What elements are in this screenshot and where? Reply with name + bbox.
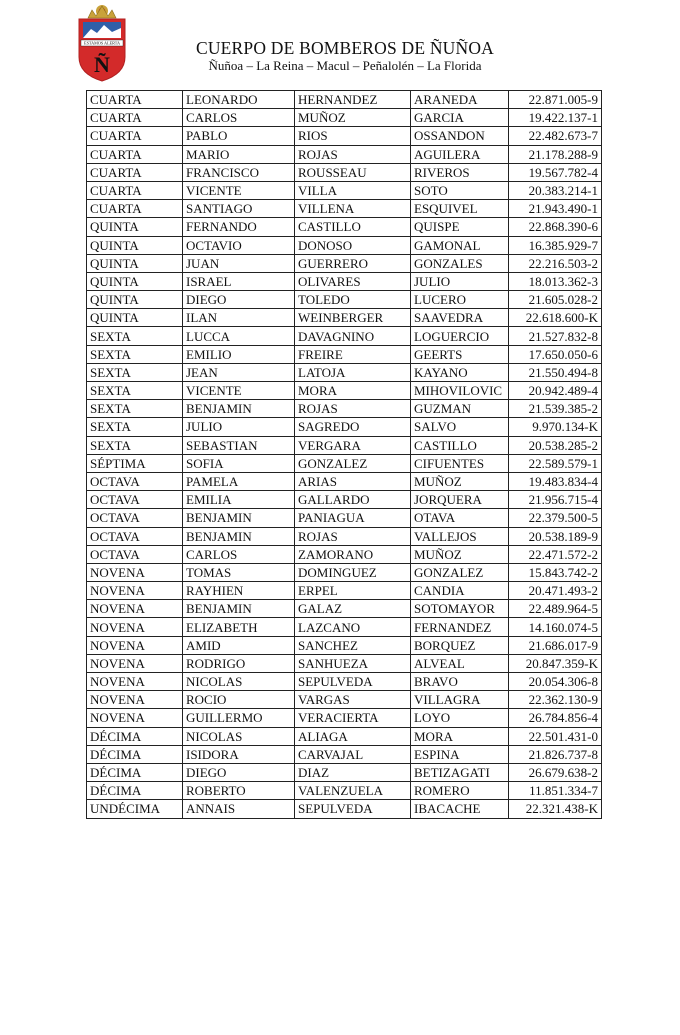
rut-cell: 19.483.834-4 xyxy=(509,472,602,490)
table-row xyxy=(87,436,602,454)
company-cell: OCTAVA xyxy=(87,527,183,545)
maternal-surname-cell: QUISPE xyxy=(411,218,509,236)
paternal-surname-cell: FREIRE xyxy=(295,345,411,363)
first-name-cell: ANNAIS xyxy=(183,800,295,818)
table-row xyxy=(87,545,602,563)
first-name-cell: SANTIAGO xyxy=(183,200,295,218)
maternal-surname-cell: ALVEAL xyxy=(411,654,509,672)
first-name-cell: FRANCISCO xyxy=(183,163,295,181)
table-row xyxy=(87,454,602,472)
company-cell: CUARTA xyxy=(87,200,183,218)
maternal-surname-cell: MORA xyxy=(411,727,509,745)
crest-motto: ESTAMOS ALERTA xyxy=(84,40,120,46)
table-row xyxy=(87,491,602,509)
paternal-surname-cell: GALAZ xyxy=(295,600,411,618)
paternal-surname-cell: MUÑOZ xyxy=(295,109,411,127)
paternal-surname-cell: SANHUEZA xyxy=(295,654,411,672)
paternal-surname-cell: DONOSO xyxy=(295,236,411,254)
first-name-cell: JUAN xyxy=(183,254,295,272)
table-row xyxy=(87,636,602,654)
paternal-surname-cell: CARVAJAL xyxy=(295,745,411,763)
paternal-surname-cell: TOLEDO xyxy=(295,291,411,309)
rut-cell: 22.871.005-9 xyxy=(509,91,602,109)
table-row xyxy=(87,181,602,199)
paternal-surname-cell: OLIVARES xyxy=(295,272,411,290)
paternal-surname-cell: WEINBERGER xyxy=(295,309,411,327)
table-row xyxy=(87,145,602,163)
maternal-surname-cell: JULIO xyxy=(411,272,509,290)
maternal-surname-cell: GONZALES xyxy=(411,254,509,272)
maternal-surname-cell: RIVEROS xyxy=(411,163,509,181)
first-name-cell: AMID xyxy=(183,636,295,654)
rut-cell: 22.589.579-1 xyxy=(509,454,602,472)
company-cell: OCTAVA xyxy=(87,472,183,490)
company-cell: CUARTA xyxy=(87,145,183,163)
first-name-cell: PAMELA xyxy=(183,472,295,490)
table-row xyxy=(87,400,602,418)
company-cell: NOVENA xyxy=(87,582,183,600)
company-cell: QUINTA xyxy=(87,218,183,236)
company-cell: DÉCIMA xyxy=(87,763,183,781)
table-row xyxy=(87,582,602,600)
table-row xyxy=(87,327,602,345)
paternal-surname-cell: VILLA xyxy=(295,181,411,199)
first-name-cell: SOFIA xyxy=(183,454,295,472)
first-name-cell: EMILIO xyxy=(183,345,295,363)
first-name-cell: LEONARDO xyxy=(183,91,295,109)
maternal-surname-cell: GAMONAL xyxy=(411,236,509,254)
rut-cell: 21.550.494-8 xyxy=(509,363,602,381)
maternal-surname-cell: SOTO xyxy=(411,181,509,199)
rut-cell: 21.686.017-9 xyxy=(509,636,602,654)
first-name-cell: OCTAVIO xyxy=(183,236,295,254)
first-name-cell: EMILIA xyxy=(183,491,295,509)
paternal-surname-cell: CASTILLO xyxy=(295,218,411,236)
rut-cell: 21.605.028-2 xyxy=(509,291,602,309)
maternal-surname-cell: GUZMAN xyxy=(411,400,509,418)
company-cell: QUINTA xyxy=(87,291,183,309)
rut-cell: 21.178.288-9 xyxy=(509,145,602,163)
table-row xyxy=(87,163,602,181)
paternal-surname-cell: DOMINGUEZ xyxy=(295,563,411,581)
maternal-surname-cell: ESPINA xyxy=(411,745,509,763)
company-cell: UNDÉCIMA xyxy=(87,800,183,818)
rut-cell: 22.321.438-K xyxy=(509,800,602,818)
paternal-surname-cell: LAZCANO xyxy=(295,618,411,636)
paternal-surname-cell: SEPULVEDA xyxy=(295,800,411,818)
maternal-surname-cell: LOYO xyxy=(411,709,509,727)
table-row xyxy=(87,472,602,490)
maternal-surname-cell: KAYANO xyxy=(411,363,509,381)
company-cell: DÉCIMA xyxy=(87,727,183,745)
paternal-surname-cell: PANIAGUA xyxy=(295,509,411,527)
paternal-surname-cell: ROUSSEAU xyxy=(295,163,411,181)
maternal-surname-cell: VILLAGRA xyxy=(411,691,509,709)
maternal-surname-cell: AGUILERA xyxy=(411,145,509,163)
rut-cell: 19.567.782-4 xyxy=(509,163,602,181)
company-cell: QUINTA xyxy=(87,236,183,254)
table-row xyxy=(87,91,602,109)
maternal-surname-cell: CASTILLO xyxy=(411,436,509,454)
document-title: CUERPO DE BOMBEROS DE ÑUÑOA xyxy=(195,38,495,58)
rut-cell: 20.538.285-2 xyxy=(509,436,602,454)
company-cell: NOVENA xyxy=(87,636,183,654)
rut-cell: 9.970.134-K xyxy=(509,418,602,436)
paternal-surname-cell: MORA xyxy=(295,382,411,400)
paternal-surname-cell: DIAZ xyxy=(295,763,411,781)
company-cell: CUARTA xyxy=(87,91,183,109)
company-cell: NOVENA xyxy=(87,563,183,581)
company-cell: DÉCIMA xyxy=(87,782,183,800)
table-row xyxy=(87,727,602,745)
firefighter-roster-table xyxy=(86,90,602,819)
paternal-surname-cell: VALENZUELA xyxy=(295,782,411,800)
rut-cell: 26.679.638-2 xyxy=(509,763,602,781)
first-name-cell: ISRAEL xyxy=(183,272,295,290)
table-row xyxy=(87,782,602,800)
rut-cell: 22.362.130-9 xyxy=(509,691,602,709)
first-name-cell: RAYHIEN xyxy=(183,582,295,600)
company-cell: SEXTA xyxy=(87,345,183,363)
rut-cell: 20.471.493-2 xyxy=(509,582,602,600)
rut-cell: 18.013.362-3 xyxy=(509,272,602,290)
maternal-surname-cell: MUÑOZ xyxy=(411,545,509,563)
paternal-surname-cell: ZAMORANO xyxy=(295,545,411,563)
maternal-surname-cell: CIFUENTES xyxy=(411,454,509,472)
table-row xyxy=(87,272,602,290)
maternal-surname-cell: ESQUIVEL xyxy=(411,200,509,218)
paternal-surname-cell: HERNANDEZ xyxy=(295,91,411,109)
company-cell: NOVENA xyxy=(87,673,183,691)
rut-cell: 11.851.334-7 xyxy=(509,782,602,800)
maternal-surname-cell: ROMERO xyxy=(411,782,509,800)
table-row xyxy=(87,800,602,818)
table-row xyxy=(87,109,602,127)
rut-cell: 15.843.742-2 xyxy=(509,563,602,581)
table-row xyxy=(87,745,602,763)
paternal-surname-cell: ROJAS xyxy=(295,145,411,163)
paternal-surname-cell: GALLARDO xyxy=(295,491,411,509)
table-row xyxy=(87,291,602,309)
rut-cell: 17.650.050-6 xyxy=(509,345,602,363)
company-cell: SEXTA xyxy=(87,382,183,400)
first-name-cell: JEAN xyxy=(183,363,295,381)
first-name-cell: NICOLAS xyxy=(183,673,295,691)
first-name-cell: BENJAMIN xyxy=(183,509,295,527)
first-name-cell: ELIZABETH xyxy=(183,618,295,636)
rut-cell: 21.826.737-8 xyxy=(509,745,602,763)
company-cell: NOVENA xyxy=(87,600,183,618)
paternal-surname-cell: VERACIERTA xyxy=(295,709,411,727)
rut-cell: 22.501.431-0 xyxy=(509,727,602,745)
paternal-surname-cell: ALIAGA xyxy=(295,727,411,745)
paternal-surname-cell: ERPEL xyxy=(295,582,411,600)
maternal-surname-cell: OTAVA xyxy=(411,509,509,527)
fire-department-crest-logo xyxy=(74,2,130,82)
maternal-surname-cell: JORQUERA xyxy=(411,491,509,509)
company-cell: CUARTA xyxy=(87,109,183,127)
company-cell: OCTAVA xyxy=(87,545,183,563)
first-name-cell: FERNANDO xyxy=(183,218,295,236)
first-name-cell: BENJAMIN xyxy=(183,400,295,418)
rut-cell: 20.538.189-9 xyxy=(509,527,602,545)
paternal-surname-cell: DAVAGNINO xyxy=(295,327,411,345)
maternal-surname-cell: MUÑOZ xyxy=(411,472,509,490)
table-row xyxy=(87,691,602,709)
company-cell: OCTAVA xyxy=(87,491,183,509)
table-row xyxy=(87,509,602,527)
table-row xyxy=(87,200,602,218)
company-cell: NOVENA xyxy=(87,709,183,727)
rut-cell: 21.527.832-8 xyxy=(509,327,602,345)
rut-cell: 26.784.856-4 xyxy=(509,709,602,727)
first-name-cell: BENJAMIN xyxy=(183,600,295,618)
first-name-cell: CARLOS xyxy=(183,109,295,127)
maternal-surname-cell: LOGUERCIO xyxy=(411,327,509,345)
first-name-cell: JULIO xyxy=(183,418,295,436)
maternal-surname-cell: ARANEDA xyxy=(411,91,509,109)
rut-cell: 20.054.306-8 xyxy=(509,673,602,691)
first-name-cell: RODRIGO xyxy=(183,654,295,672)
rut-cell: 22.482.673-7 xyxy=(509,127,602,145)
maternal-surname-cell: GONZALEZ xyxy=(411,563,509,581)
table-row xyxy=(87,673,602,691)
paternal-surname-cell: RIOS xyxy=(295,127,411,145)
paternal-surname-cell: GONZALEZ xyxy=(295,454,411,472)
table-row xyxy=(87,527,602,545)
first-name-cell: CARLOS xyxy=(183,545,295,563)
maternal-surname-cell: MIHOVILOVIC xyxy=(411,382,509,400)
first-name-cell: VICENTE xyxy=(183,382,295,400)
maternal-surname-cell: BETIZAGATI xyxy=(411,763,509,781)
first-name-cell: BENJAMIN xyxy=(183,527,295,545)
first-name-cell: ILAN xyxy=(183,309,295,327)
company-cell: CUARTA xyxy=(87,181,183,199)
rut-cell: 16.385.929-7 xyxy=(509,236,602,254)
first-name-cell: VICENTE xyxy=(183,181,295,199)
maternal-surname-cell: FERNANDEZ xyxy=(411,618,509,636)
first-name-cell: DIEGO xyxy=(183,763,295,781)
table-row xyxy=(87,563,602,581)
crest-crown-icon xyxy=(88,5,116,18)
paternal-surname-cell: SEPULVEDA xyxy=(295,673,411,691)
rut-cell: 22.868.390-6 xyxy=(509,218,602,236)
company-cell: SEXTA xyxy=(87,363,183,381)
first-name-cell: TOMAS xyxy=(183,563,295,581)
paternal-surname-cell: ROJAS xyxy=(295,400,411,418)
paternal-surname-cell: SANCHEZ xyxy=(295,636,411,654)
maternal-surname-cell: IBACACHE xyxy=(411,800,509,818)
rut-cell: 19.422.137-1 xyxy=(509,109,602,127)
rut-cell: 21.956.715-4 xyxy=(509,491,602,509)
company-cell: SÉPTIMA xyxy=(87,454,183,472)
rut-cell: 20.383.214-1 xyxy=(509,181,602,199)
first-name-cell: ISIDORA xyxy=(183,745,295,763)
maternal-surname-cell: SOTOMAYOR xyxy=(411,600,509,618)
rut-cell: 21.539.385-2 xyxy=(509,400,602,418)
company-cell: NOVENA xyxy=(87,654,183,672)
table-row xyxy=(87,236,602,254)
first-name-cell: ROBERTO xyxy=(183,782,295,800)
company-cell: CUARTA xyxy=(87,163,183,181)
company-cell: NOVENA xyxy=(87,618,183,636)
company-cell: OCTAVA xyxy=(87,509,183,527)
rut-cell: 20.942.489-4 xyxy=(509,382,602,400)
paternal-surname-cell: VERGARA xyxy=(295,436,411,454)
company-cell: QUINTA xyxy=(87,272,183,290)
table-row xyxy=(87,127,602,145)
rut-cell: 22.489.964-5 xyxy=(509,600,602,618)
rut-cell: 21.943.490-1 xyxy=(509,200,602,218)
paternal-surname-cell: GUERRERO xyxy=(295,254,411,272)
paternal-surname-cell: LATOJA xyxy=(295,363,411,381)
document-subtitle: Ñuñoa – La Reina – Macul – Peñalolén – La Florida xyxy=(208,58,482,73)
table-row xyxy=(87,709,602,727)
company-cell: CUARTA xyxy=(87,127,183,145)
maternal-surname-cell: OSSANDON xyxy=(411,127,509,145)
first-name-cell: GUILLERMO xyxy=(183,709,295,727)
first-name-cell: MARIO xyxy=(183,145,295,163)
company-cell: SEXTA xyxy=(87,400,183,418)
crest-letter: Ñ xyxy=(94,52,110,77)
company-cell: QUINTA xyxy=(87,254,183,272)
table-row xyxy=(87,763,602,781)
first-name-cell: PABLO xyxy=(183,127,295,145)
maternal-surname-cell: GEERTS xyxy=(411,345,509,363)
company-cell: NOVENA xyxy=(87,691,183,709)
paternal-surname-cell: SAGREDO xyxy=(295,418,411,436)
company-cell: SEXTA xyxy=(87,327,183,345)
maternal-surname-cell: SAAVEDRA xyxy=(411,309,509,327)
maternal-surname-cell: VALLEJOS xyxy=(411,527,509,545)
table-row xyxy=(87,418,602,436)
table-row xyxy=(87,618,602,636)
table-row xyxy=(87,654,602,672)
paternal-surname-cell: VARGAS xyxy=(295,691,411,709)
first-name-cell: SEBASTIAN xyxy=(183,436,295,454)
paternal-surname-cell: ROJAS xyxy=(295,527,411,545)
maternal-surname-cell: BRAVO xyxy=(411,673,509,691)
rut-cell: 20.847.359-K xyxy=(509,654,602,672)
first-name-cell: DIEGO xyxy=(183,291,295,309)
rut-cell: 14.160.074-5 xyxy=(509,618,602,636)
maternal-surname-cell: BORQUEZ xyxy=(411,636,509,654)
table-row xyxy=(87,345,602,363)
paternal-surname-cell: ARIAS xyxy=(295,472,411,490)
table-row xyxy=(87,382,602,400)
maternal-surname-cell: LUCERO xyxy=(411,291,509,309)
company-cell: DÉCIMA xyxy=(87,745,183,763)
company-cell: SEXTA xyxy=(87,418,183,436)
paternal-surname-cell: VILLENA xyxy=(295,200,411,218)
company-cell: SEXTA xyxy=(87,436,183,454)
table-row xyxy=(87,363,602,381)
table-row xyxy=(87,218,602,236)
maternal-surname-cell: GARCIA xyxy=(411,109,509,127)
company-cell: QUINTA xyxy=(87,309,183,327)
first-name-cell: ROCIO xyxy=(183,691,295,709)
maternal-surname-cell: CANDIA xyxy=(411,582,509,600)
table-row xyxy=(87,254,602,272)
rut-cell: 22.216.503-2 xyxy=(509,254,602,272)
table-row xyxy=(87,309,602,327)
table-row xyxy=(87,600,602,618)
first-name-cell: NICOLAS xyxy=(183,727,295,745)
rut-cell: 22.379.500-5 xyxy=(509,509,602,527)
rut-cell: 22.618.600-K xyxy=(509,309,602,327)
rut-cell: 22.471.572-2 xyxy=(509,545,602,563)
maternal-surname-cell: SALVO xyxy=(411,418,509,436)
first-name-cell: LUCCA xyxy=(183,327,295,345)
